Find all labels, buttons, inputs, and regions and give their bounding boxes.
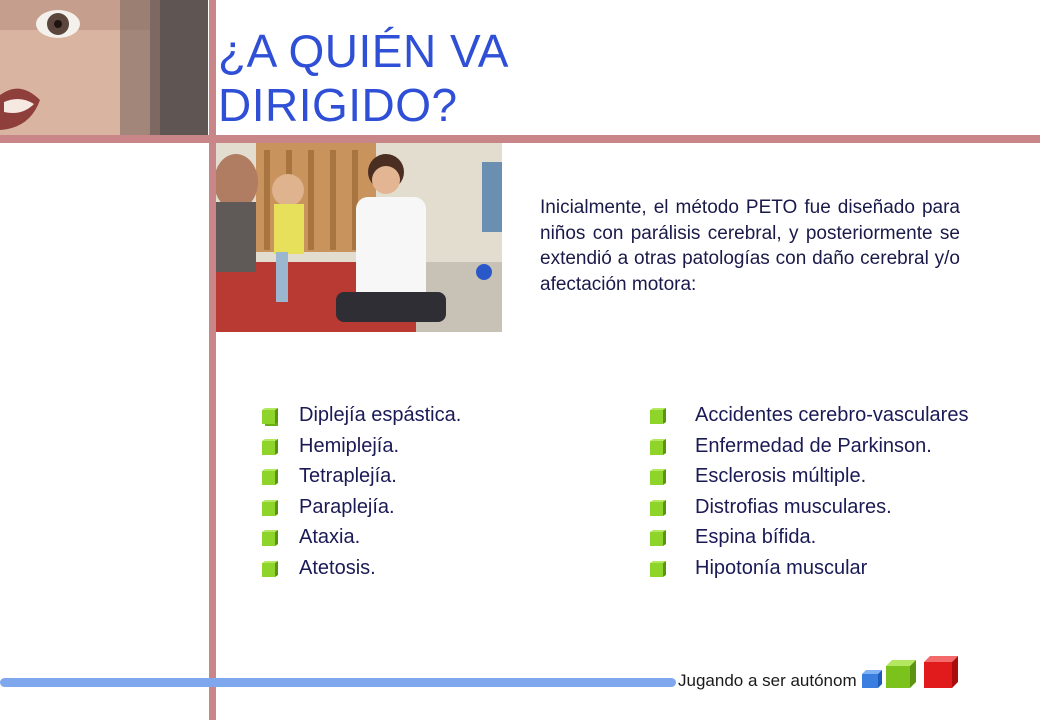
list-item <box>650 461 968 492</box>
green-cube-bullet-icon <box>262 530 278 548</box>
left-condition-list <box>262 400 461 584</box>
list-item-text: Hemiplejía. <box>299 434 400 457</box>
title-line-1: ¿A QUIÉN VA <box>218 25 509 77</box>
list-item <box>650 522 968 553</box>
green-cube-bullet-icon <box>650 408 666 426</box>
list-item-text: Esclerosis múltiple. <box>695 465 867 488</box>
footer-text: Jugando a ser autónom <box>678 671 857 690</box>
green-cube-bullet-icon <box>650 469 666 487</box>
intro-paragraph: Inicialmente, el método PETO fue diseñado para niños con parálisis cerebral, y posteriormente se extendió a otras patologías con daño cerebral y/o afectación motora: <box>540 197 960 295</box>
list-item <box>262 553 461 584</box>
list-item-text: Accidentes cerebro-vasculares <box>695 404 969 426</box>
therapy-session-photo <box>216 142 502 332</box>
list-item-text: Distrofias musculares. <box>695 495 892 518</box>
list-item-text: Atetosis. <box>299 556 376 579</box>
green-cube-bullet-icon <box>262 469 278 487</box>
list-item <box>262 492 461 523</box>
list-item-text: Diplejía espástica. <box>299 404 462 426</box>
list-item <box>650 492 968 523</box>
title-line-2: DIRIGIDO? <box>218 79 458 131</box>
green-cube-bullet-icon <box>650 500 666 518</box>
green-cube-bullet-icon <box>650 439 666 457</box>
list-item <box>650 431 968 462</box>
list-item-text: Enfermedad de Parkinson. <box>695 434 932 457</box>
list-item-text: Tetraplejía. <box>299 465 397 488</box>
list-item <box>262 400 461 431</box>
list-item <box>650 400 968 431</box>
child-face-photo <box>0 0 208 137</box>
vertical-divider-line <box>209 0 216 720</box>
list-item <box>262 461 461 492</box>
slide-title <box>218 24 818 132</box>
horizontal-divider-line <box>0 135 1040 143</box>
footer-line <box>0 678 676 687</box>
list-item-text: Paraplejía. <box>299 495 395 518</box>
list-item <box>262 522 461 553</box>
green-cube-bullet-icon <box>262 439 278 457</box>
green-cube-bullet-icon <box>262 500 278 518</box>
list-item <box>262 431 461 462</box>
green-cube-bullet-icon <box>650 530 666 548</box>
green-cube-bullet-icon <box>650 561 666 579</box>
right-condition-list <box>650 400 968 584</box>
green-cube-bullet-icon <box>262 561 278 579</box>
list-item-text: Ataxia. <box>299 526 361 549</box>
list-item-text: Hipotonía muscular <box>695 556 868 579</box>
logo-cubes-icon <box>860 652 964 692</box>
list-item-text: Espina bífida. <box>695 526 817 549</box>
green-cube-bullet-icon <box>262 408 278 426</box>
list-item <box>650 553 968 584</box>
